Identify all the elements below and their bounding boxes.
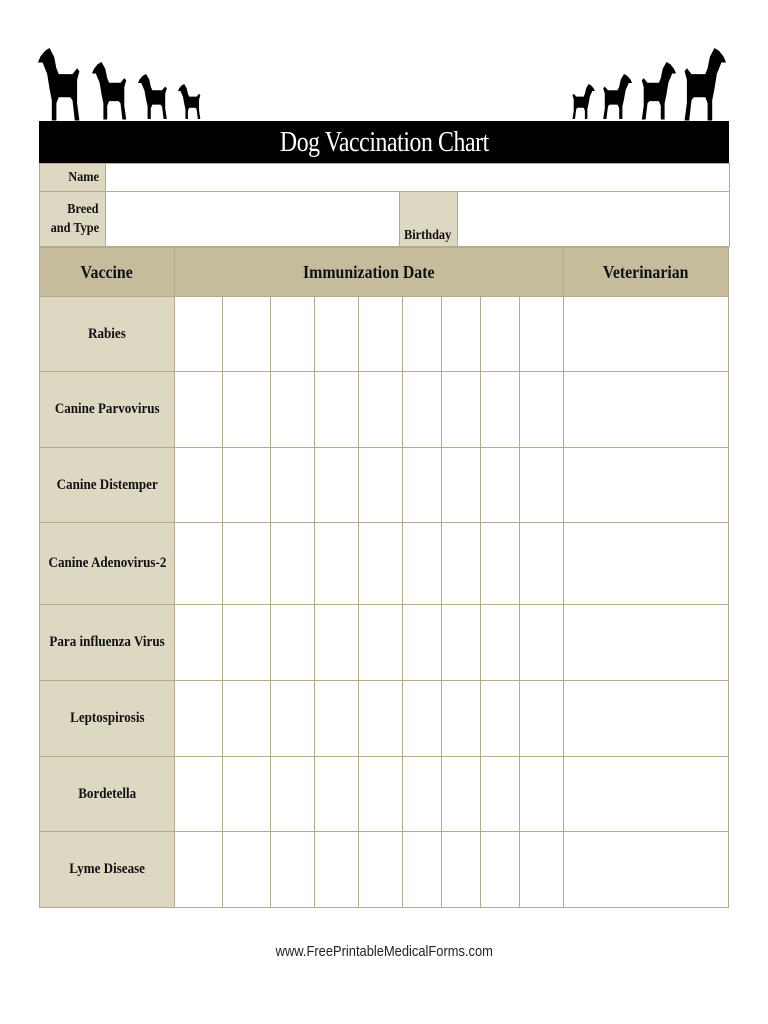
- immunization-date-cell[interactable]: [442, 681, 481, 757]
- dog-silhouette-icon: [38, 48, 79, 121]
- breed-label-line1: Breed: [67, 202, 99, 217]
- immunization-date-cell[interactable]: [403, 757, 442, 832]
- immunization-date-cell[interactable]: [271, 832, 315, 908]
- table-row: [40, 605, 729, 681]
- dog-silhouette-icon: [178, 84, 200, 119]
- immunization-date-cell[interactable]: [271, 372, 315, 448]
- table-row: [40, 523, 729, 605]
- immunization-date-cell[interactable]: [223, 757, 271, 832]
- vaccine-name-cell: [40, 832, 175, 908]
- immunization-date-cell[interactable]: [520, 605, 564, 681]
- veterinarian-cell[interactable]: [564, 297, 729, 372]
- immunization-date-cell[interactable]: [175, 832, 223, 908]
- immunization-date-cell[interactable]: [481, 681, 520, 757]
- immunization-date-header: [175, 248, 564, 297]
- immunization-date-cell[interactable]: [359, 523, 403, 605]
- vaccine-name: Bordetella: [78, 785, 136, 802]
- dog-silhouette-icon: [642, 62, 676, 120]
- immunization-date-cell[interactable]: [315, 832, 359, 908]
- veterinarian-header-label: Veterinarian: [603, 261, 689, 282]
- breed-label-cell: [40, 192, 106, 247]
- vaccine-name: Canine Parvovirus: [54, 401, 160, 417]
- vaccine-header-label: Vaccine: [80, 261, 134, 282]
- immunization-date-cell[interactable]: [481, 297, 520, 372]
- name-field[interactable]: [106, 164, 730, 192]
- birthday-label: Birthday: [404, 228, 452, 243]
- vaccine-name-cell: [40, 448, 175, 523]
- immunization-date-cell[interactable]: [403, 832, 442, 908]
- immunization-date-cell[interactable]: [271, 448, 315, 523]
- dog-silhouette-icon: [603, 74, 632, 119]
- immunization-date-cell[interactable]: [223, 297, 271, 372]
- immunization-date-cell[interactable]: [442, 523, 481, 605]
- table-row: [40, 757, 729, 832]
- breed-label-line2: and Type: [50, 221, 99, 236]
- immunization-date-cell[interactable]: [481, 372, 520, 448]
- vaccine-name-cell: [40, 605, 175, 681]
- birthday-label-cell: [400, 192, 458, 247]
- immunization-date-cell[interactable]: [520, 297, 564, 372]
- immunization-date-cell[interactable]: [315, 297, 359, 372]
- table-row: [40, 297, 729, 372]
- immunization-date-cell[interactable]: [442, 757, 481, 832]
- immunization-date-cell[interactable]: [481, 605, 520, 681]
- immunization-date-cell[interactable]: [403, 448, 442, 523]
- immunization-date-cell[interactable]: [442, 448, 481, 523]
- immunization-date-cell[interactable]: [315, 605, 359, 681]
- immunization-date-cell[interactable]: [403, 297, 442, 372]
- immunization-date-cell[interactable]: [359, 297, 403, 372]
- immunization-date-cell[interactable]: [359, 757, 403, 832]
- immunization-date-cell[interactable]: [315, 523, 359, 605]
- immunization-date-cell[interactable]: [403, 372, 442, 448]
- immunization-date-cell[interactable]: [403, 605, 442, 681]
- dog-silhouettes-left: [38, 44, 208, 122]
- title-bar: [39, 121, 729, 163]
- immunization-date-cell[interactable]: [403, 681, 442, 757]
- breed-field[interactable]: [106, 192, 400, 247]
- table-row: [40, 448, 729, 523]
- name-label-cell: [40, 164, 106, 192]
- immunization-date-cell[interactable]: [315, 757, 359, 832]
- veterinarian-header: [564, 248, 729, 297]
- immunization-date-cell[interactable]: [175, 523, 223, 605]
- immunization-date-cell[interactable]: [175, 372, 223, 448]
- vaccine-name: Leptospirosis: [69, 710, 145, 726]
- pet-info-table: [39, 163, 730, 247]
- vaccine-name-cell: [40, 757, 175, 832]
- vaccine-name: Canine Distemper: [56, 476, 158, 493]
- page-title: Dog Vaccination Chart: [279, 125, 489, 158]
- immunization-date-cell[interactable]: [520, 832, 564, 908]
- vaccine-name: Lyme Disease: [69, 861, 145, 877]
- immunization-date-cell[interactable]: [442, 605, 481, 681]
- immunization-date-cell[interactable]: [175, 605, 223, 681]
- vaccination-form: [39, 121, 729, 908]
- immunization-date-cell[interactable]: [442, 832, 481, 908]
- immunization-date-cell[interactable]: [481, 757, 520, 832]
- immunization-date-cell[interactable]: [359, 448, 403, 523]
- birthday-field[interactable]: [458, 192, 730, 247]
- dog-silhouette-icon: [685, 48, 726, 121]
- immunization-date-cell[interactable]: [271, 297, 315, 372]
- immunization-date-cell[interactable]: [359, 605, 403, 681]
- dog-silhouette-icon: [138, 74, 167, 119]
- vaccine-name: Para influenza Virus: [49, 634, 165, 650]
- immunization-date-cell[interactable]: [520, 681, 564, 757]
- vaccine-table: [39, 247, 729, 908]
- immunization-date-cell[interactable]: [315, 372, 359, 448]
- vaccine-name: Canine Adenovirus-2: [48, 555, 166, 571]
- immunization-date-cell[interactable]: [481, 832, 520, 908]
- dog-silhouettes-right: [568, 44, 728, 122]
- immunization-date-cell[interactable]: [175, 757, 223, 832]
- immunization-date-cell[interactable]: [271, 681, 315, 757]
- immunization-date-cell[interactable]: [223, 681, 271, 757]
- veterinarian-cell[interactable]: [564, 605, 729, 681]
- veterinarian-cell[interactable]: [564, 448, 729, 523]
- immunization-date-cell[interactable]: [271, 605, 315, 681]
- table-row: [40, 832, 729, 908]
- table-row: [40, 372, 729, 448]
- immunization-date-cell[interactable]: [520, 523, 564, 605]
- dog-silhouette-icon: [572, 84, 594, 119]
- dog-silhouette-icon: [92, 62, 126, 120]
- immunization-date-cell[interactable]: [481, 523, 520, 605]
- veterinarian-cell[interactable]: [564, 832, 729, 908]
- immunization-date-cell[interactable]: [271, 757, 315, 832]
- veterinarian-cell[interactable]: [564, 372, 729, 448]
- vaccine-header: [40, 248, 175, 297]
- immunization-date-cell[interactable]: [520, 448, 564, 523]
- immunization-date-cell[interactable]: [442, 297, 481, 372]
- immunization-date-cell[interactable]: [223, 448, 271, 523]
- vaccine-name-cell: [40, 523, 175, 605]
- immunization-date-cell[interactable]: [223, 372, 271, 448]
- vaccine-name-cell: [40, 372, 175, 448]
- immunization-date-cell[interactable]: [359, 372, 403, 448]
- footer-url-text: www.FreePrintableMedicalForms.com: [275, 943, 493, 960]
- immunization-date-cell[interactable]: [403, 523, 442, 605]
- immunization-date-cell[interactable]: [359, 832, 403, 908]
- vaccine-name: Rabies: [88, 325, 126, 342]
- table-row: [40, 681, 729, 757]
- immunization-date-cell[interactable]: [271, 523, 315, 605]
- immunization-date-cell[interactable]: [223, 832, 271, 908]
- veterinarian-cell[interactable]: [564, 681, 729, 757]
- vaccine-name-cell: [40, 681, 175, 757]
- veterinarian-cell[interactable]: [564, 757, 729, 832]
- immunization-date-cell[interactable]: [442, 372, 481, 448]
- immunization-date-cell[interactable]: [481, 448, 520, 523]
- immunization-date-cell[interactable]: [315, 681, 359, 757]
- immunization-date-cell[interactable]: [520, 372, 564, 448]
- immunization-date-cell[interactable]: [315, 448, 359, 523]
- vaccine-name-cell: [40, 297, 175, 372]
- immunization-date-cell[interactable]: [520, 757, 564, 832]
- name-label: Name: [68, 170, 99, 185]
- immunization-date-cell[interactable]: [175, 448, 223, 523]
- immunization-date-cell[interactable]: [175, 681, 223, 757]
- immunization-date-cell[interactable]: [359, 681, 403, 757]
- immunization-date-cell[interactable]: [223, 605, 271, 681]
- footer-url: [0, 943, 768, 960]
- veterinarian-cell[interactable]: [564, 523, 729, 605]
- immunization-date-cell[interactable]: [223, 523, 271, 605]
- immunization-date-cell[interactable]: [175, 297, 223, 372]
- immunization-date-header-label: Immunization Date: [303, 261, 435, 282]
